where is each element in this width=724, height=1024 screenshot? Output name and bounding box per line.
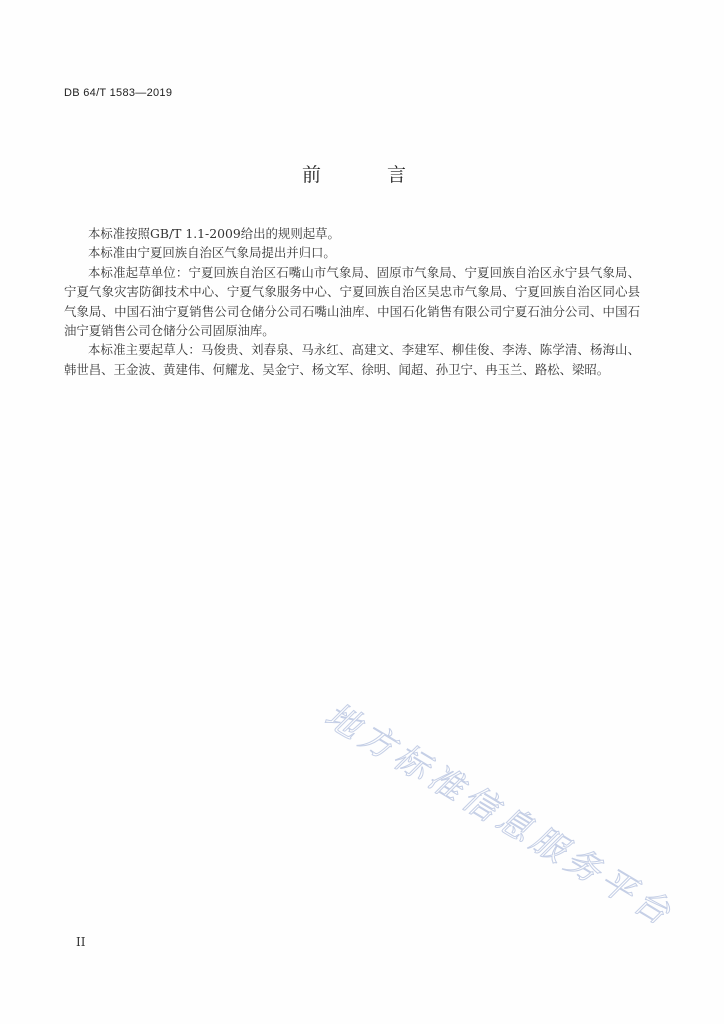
page-number: II [76,935,86,949]
paragraph-drafting-rules: 本标准按照GB/T 1.1-2009给出的规则起草。 [88,226,340,241]
foreword-body [64,224,640,379]
page-title: 前 言 [301,164,437,186]
paragraph-drafters: 本标准主要起草人：马俊贵、刘春泉、马永红、高建文、李建军、柳佳俊、李涛、陈学清、杨海山、韩世昌、王金波、黄建伟、何耀龙、吴金宁、杨文军、徐明、闻超、孙卫宁、冉玉兰、路松、梁昭。 [64,342,640,377]
watermark: 地方标准信息服务平台 [317,695,682,936]
paragraph-drafting-units: 本标准起草单位：宁夏回族自治区石嘴山市气象局、固原市气象局、宁夏回族自治区永宁县气象局、宁夏气象灾害防御技术中心、宁夏气象服务中心、宁夏回族自治区吴忠市气象局、宁夏回族自治区同心县气象局、中国石油宁夏销售公司仓储分公司石嘴山油库、中国石化销售有限公司宁夏石油分公司、中国石油宁夏销售公司仓储分公司固原油库。 [64,264,640,339]
standard-number: DB 64/T 1583—2019 [64,87,173,99]
paragraph-proposer: 本标准由宁夏回族自治区气象局提出并归口。 [88,245,336,261]
